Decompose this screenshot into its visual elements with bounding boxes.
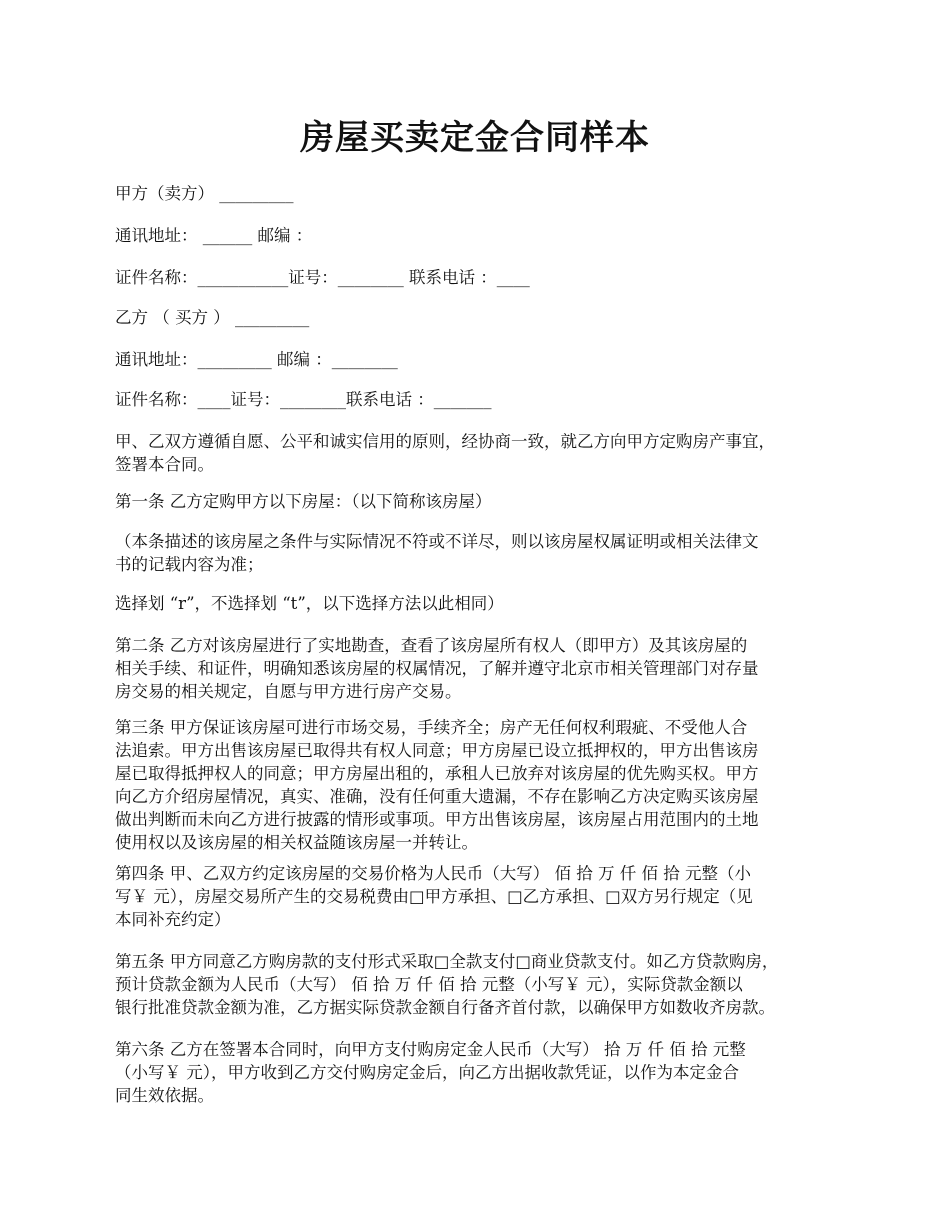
article-2-line: 第二条 乙方对该房屋进行了实地勘查，查看了该房屋所有权人（即甲方）及其该房屋的 xyxy=(115,636,748,655)
page-title: 房屋买卖定金合同样本 xyxy=(300,118,650,158)
article-3-line: 使用权以及该房屋的相关权益随该房屋一并转让。 xyxy=(115,833,478,852)
article-5-line: 预计贷款金额为人民币（大写） 佰 拾 万 仟 佰 拾 元整（小写￥ 元），实际贷款金额以 xyxy=(115,975,743,994)
party-b-field: 乙方 （ 买方 ） _________ xyxy=(115,308,310,327)
article-6-line: （小写￥ 元），甲方收到乙方交付购房定金后，向乙方出据收款凭证，以作为本定金合 xyxy=(115,1063,739,1082)
article-1: 第一条 乙方定购甲方以下房屋：（以下简称该房屋） xyxy=(115,492,492,511)
note-line: 书的记载内容为准； xyxy=(115,555,264,574)
article-4-line: 本同补充约定） xyxy=(115,910,231,929)
article-5-line: 第五条 甲方同意乙方购房款的支付形式采取□全款支付□商业贷款支付。如乙方贷款购房， xyxy=(115,952,779,971)
article-3-line: 第三条 甲方保证该房屋可进行市场交易，手续齐全；房产无任何权利瑕疵、不受他人合 xyxy=(115,718,748,737)
party-a-id-field: 证件名称：___________证号：________ 联系电话 ：____ xyxy=(115,268,530,287)
selection-note: 选择划 “r”，不选择划 “t”，以下选择方法以此相同） xyxy=(115,594,504,613)
article-5-line: 银行批准贷款金额为准，乙方据实际贷款金额自行备齐首付款，以确保甲方如数收齐房款。 xyxy=(115,998,775,1017)
party-a-address-field: 通讯地址： ______ 邮编 ： xyxy=(115,226,313,245)
article-3 xyxy=(115,716,855,854)
party-a-field: 甲方（卖方） _________ xyxy=(115,184,294,203)
intro-line: 甲、乙双方遵循自愿、公平和诚实信用的原则，经协商一致，就乙方向甲方定购房产事宜， xyxy=(115,432,775,451)
article-4-line: 第四条 甲、乙双方约定该房屋的交易价格为人民币（大写） 佰 拾 万 仟 佰 拾 元整（小 xyxy=(115,864,751,883)
article-3-line: 向乙方介绍房屋情况，真实、准确，没有任何重大遗漏，不存在影响乙方决定购买该房屋 xyxy=(115,787,759,806)
article-5 xyxy=(115,950,875,1019)
party-b-address-field: 通讯地址：_________ 邮编 ：________ xyxy=(115,350,398,369)
article-6-line: 第六条 乙方在签署本合同时，向甲方支付购房定金人民币（大写） 拾 万 仟 佰 拾 元整 xyxy=(115,1040,746,1059)
intro-line: 签署本合同。 xyxy=(115,455,214,474)
article-2-line: 相关手续、和证件，明确知悉该房屋的权属情况，了解并遵守北京市相关管理部门对存量 xyxy=(115,659,759,678)
article-4-line: 写￥ 元），房屋交易所产生的交易税费由□甲方承担、□乙方承担、□双方另行规定（见 xyxy=(115,887,753,906)
intro-paragraph xyxy=(115,430,855,476)
article-3-line: 法追索。甲方出售该房屋已取得共有权人同意；甲方房屋已设立抵押权的，甲方出售该房 xyxy=(115,741,759,760)
article-4 xyxy=(115,862,855,931)
party-b-id-field: 证件名称：____证号：________联系电话 ：_______ xyxy=(115,390,492,409)
article-6 xyxy=(115,1038,855,1107)
article-3-line: 做出判断而未向乙方进行披露的情形或事项。甲方出售该房屋，该房屋占用范围内的土地 xyxy=(115,810,759,829)
note-line: （本条描述的该房屋之条件与实际情况不符或不详尽，则以该房屋权属证明或相关法律文 xyxy=(115,532,759,551)
article-2 xyxy=(115,634,855,703)
article-3-line: 屋已取得抵押权人的同意；甲方房屋出租的，承租人已放弃对该房屋的优先购买权。甲方 xyxy=(115,764,759,783)
note-paragraph xyxy=(115,530,855,576)
article-6-line: 同生效依据。 xyxy=(115,1086,214,1105)
article-2-line: 房交易的相关规定，自愿与甲方进行房产交易。 xyxy=(115,682,462,701)
